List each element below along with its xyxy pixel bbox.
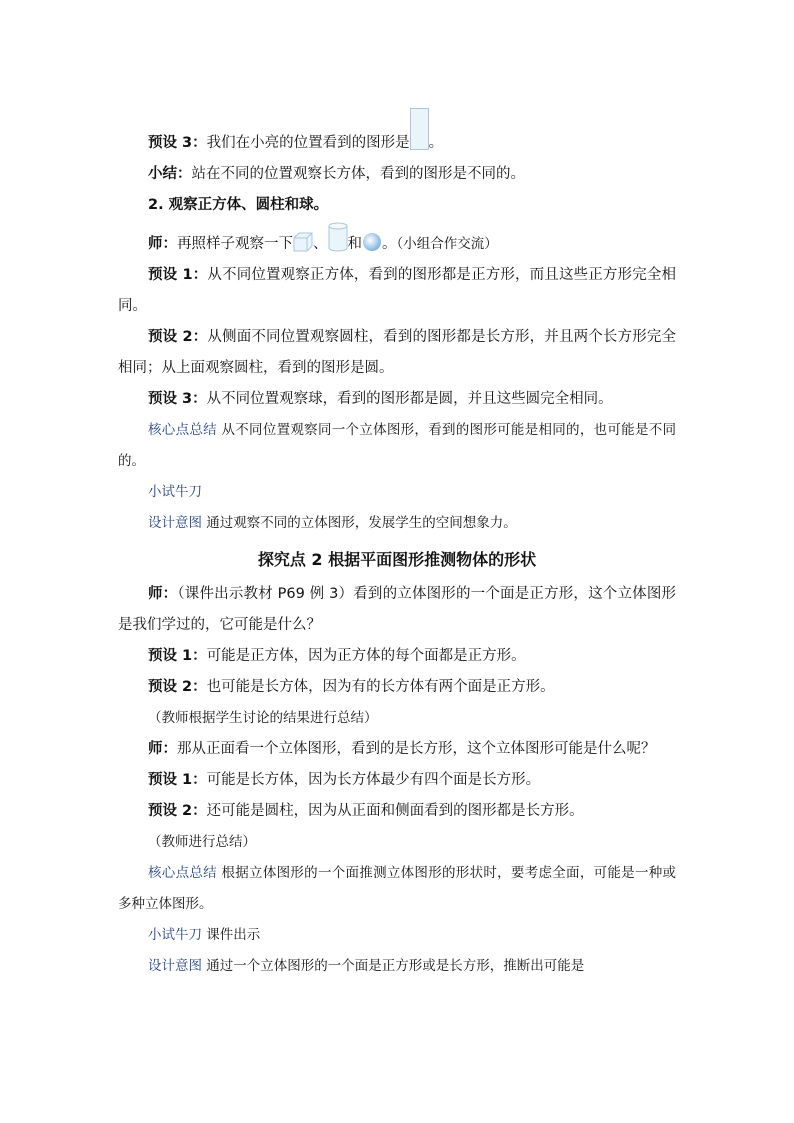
text: 根据立体图形的一个面推测立体图形的形状时，要考虑全面，可能是一种或多种立体图形。 <box>118 865 677 912</box>
text: 可能是长方体，因为长方体最少有四个面是长方形。 <box>206 772 541 788</box>
note-line: （教师根据学生讨论的结果进行总结） <box>148 710 378 726</box>
label: 预设 2： <box>148 329 208 345</box>
paragraph <box>118 672 676 703</box>
sphere-image <box>362 232 382 252</box>
label: 预设 2： <box>148 679 207 695</box>
note: （小组合作交流） <box>396 236 498 252</box>
text: 从不同位置观察正方体，看到的图形都是正方形，而且这些正方形完全相同。 <box>118 267 677 314</box>
text: 课件出示 <box>202 927 261 943</box>
label: 师： <box>148 586 178 602</box>
text: 我们在小亮的位置看到的图形是 <box>206 135 410 151</box>
label: 预设 1： <box>148 772 207 788</box>
text: 从侧面不同位置观察圆柱，看到的图形都是长方形，并且两个长方形完全相同；从上面观察圆柱，看到的图形是圆。 <box>118 329 677 376</box>
text: 。 <box>382 236 397 252</box>
label: 设计意图 <box>148 515 202 531</box>
paragraph <box>118 920 676 951</box>
label: 预设 1： <box>148 648 207 664</box>
label: 核心点总结 <box>148 422 217 438</box>
label: 核心点总结 <box>148 865 217 881</box>
label: 师： <box>148 236 177 252</box>
section-heading: 探究点 2 根据平面图形推测物体的形状 <box>257 550 537 569</box>
paragraph <box>118 765 676 796</box>
label: 小试牛刀 <box>148 927 202 943</box>
label: 小结： <box>148 166 192 182</box>
paragraph <box>118 858 676 920</box>
document-page <box>118 128 676 982</box>
text: 通过观察不同的立体图形，发展学生的空间想象力。 <box>202 515 517 531</box>
text: 和 <box>347 236 362 252</box>
note-line: （教师进行总结） <box>148 834 256 850</box>
paragraph <box>118 159 676 190</box>
paragraph <box>118 579 676 641</box>
paragraph <box>118 229 676 260</box>
paragraph <box>118 796 676 827</box>
label: 预设 3： <box>148 391 207 407</box>
text: 可能是正方体，因为正方体的每个面都是正方形。 <box>206 648 526 664</box>
text: 从不同位置观察球，看到的图形都是圆，并且这些圆完全相同。 <box>206 391 613 407</box>
text: 再照样子观察一下 <box>177 236 293 252</box>
text: 站在不同的位置观察长方体，看到的图形是不同的。 <box>191 166 525 182</box>
label: 预设 3： <box>148 135 207 151</box>
paragraph <box>118 322 676 384</box>
paragraph <box>118 384 676 415</box>
label: 设计意图 <box>148 958 202 974</box>
paragraph <box>118 508 676 539</box>
section-subheading: 2. 观察正方体、圆柱和球。 <box>148 197 329 213</box>
text: 。 <box>428 135 444 151</box>
label: 师： <box>148 741 177 757</box>
text: 、 <box>313 236 328 252</box>
paragraph <box>118 641 676 672</box>
paragraph <box>118 415 676 477</box>
paragraph <box>118 951 676 982</box>
label: 预设 1： <box>148 267 208 283</box>
cylinder-image <box>328 222 348 252</box>
paragraph <box>118 260 676 322</box>
paragraph <box>118 734 676 765</box>
text: 那从正面看一个立体图形，看到的是长方形，这个立体图形可能是什么呢？ <box>177 741 656 757</box>
text: （课件出示教材 P69 例 3）看到的立体图形的一个面是正方形，这个立体图形是我们学过的，它可能是什么？ <box>118 586 677 633</box>
text: 还可能是圆柱，因为从正面和侧面看到的图形都是长方形。 <box>206 803 584 819</box>
label: 预设 2： <box>148 803 207 819</box>
label-line: 小试牛刀 <box>148 484 202 500</box>
rectangle-image <box>410 108 429 150</box>
paragraph <box>118 128 676 159</box>
cube-image <box>293 232 313 252</box>
text: 通过一个立体图形的一个面是正方形或是长方形，推断出可能是 <box>202 958 585 974</box>
text: 从不同位置观察同一个立体图形，看到的图形可能是相同的，也可能是不同的。 <box>118 422 677 469</box>
text: 也可能是长方体，因为有的长方体有两个面是正方形。 <box>206 679 555 695</box>
